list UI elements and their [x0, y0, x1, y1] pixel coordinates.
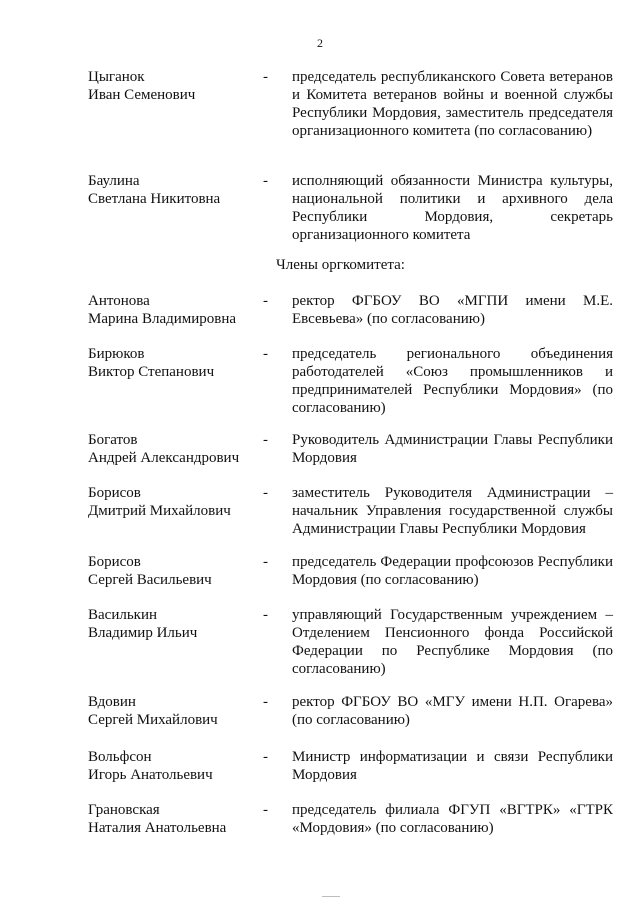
dash-separator: - [263, 694, 268, 710]
members-heading: Члены оргкомитета: [276, 257, 405, 273]
person-surname: Цыганок [88, 69, 145, 85]
position-description: председатель филиала ФГУП «ВГТРК» «ГТРК «Мордовия» (по согласованию) [292, 802, 613, 836]
position-description: исполняющий обязанности Министра культуры, национальной политики и архивного дела Республики Мордовия, секретарь организационного комитета [292, 173, 613, 243]
person-name [88, 431, 263, 467]
page-number: 2 [317, 36, 323, 50]
person-name [88, 801, 263, 837]
person-name [88, 172, 263, 208]
position-description: председатель республиканского Совета ветеранов и Комитета ветеранов войны и военной службы Республики Мордовия, заместитель председателя организационного комитета (по согласованию) [292, 69, 613, 139]
person-name [88, 748, 263, 784]
dash-separator: - [263, 346, 268, 362]
scan-artifact-mark [322, 896, 340, 899]
position-description: ректор ФГБОУ ВО «МГУ имени Н.П. Огарева» (по согласованию) [292, 694, 613, 728]
person-name [88, 553, 263, 589]
person-given-names: Наталия Анатольевна [88, 820, 227, 836]
person-surname: Баулина [88, 173, 140, 189]
person-given-names: Сергей Васильевич [88, 572, 212, 588]
person-surname: Антонова [88, 293, 150, 309]
person-name [88, 484, 263, 520]
position-description: председатель Федерации профсоюзов Республики Мордовия (по согласованию) [292, 554, 613, 588]
dash-separator: - [263, 607, 268, 623]
person-surname: Грановская [88, 802, 160, 818]
person-surname: Вдовин [88, 694, 136, 710]
person-given-names: Дмитрий Михайлович [88, 503, 231, 519]
person-given-names: Владимир Ильич [88, 625, 198, 641]
person-name [88, 693, 263, 729]
person-given-names: Светлана Никитовна [88, 191, 221, 207]
person-surname: Богатов [88, 432, 138, 448]
person-given-names: Игорь Анатольевич [88, 767, 213, 783]
person-name [88, 292, 263, 328]
person-surname: Вольфсон [88, 749, 152, 765]
person-name [88, 606, 263, 642]
position-description: ректор ФГБОУ ВО «МГПИ имени М.Е. Евсевьева» (по согласованию) [292, 293, 613, 327]
person-surname: Бирюков [88, 346, 145, 362]
dash-separator: - [263, 69, 268, 85]
person-given-names: Виктор Степанович [88, 364, 215, 380]
person-given-names: Андрей Александрович [88, 450, 240, 466]
dash-separator: - [263, 749, 268, 765]
person-surname: Борисов [88, 554, 141, 570]
person-surname: Борисов [88, 485, 141, 501]
position-description: Руководитель Администрации Главы Республики Мордовия [292, 432, 613, 466]
position-description: Министр информатизации и связи Республики Мордовия [292, 749, 613, 783]
position-description: заместитель Руководителя Администрации – начальник Управления государственной службы Администрации Главы Республики Мордовия [292, 485, 613, 537]
person-name [88, 68, 263, 104]
position-description: председатель регионального объединения работодателей «Союз промышленников и предпринимателей Республики Мордовия» (по согласованию) [292, 346, 613, 416]
person-given-names: Марина Владимировна [88, 311, 237, 327]
position-description: управляющий Государственным учреждением – Отделением Пенсионного фонда Российской Федерации по Республике Мордовия (по согласованию) [292, 607, 613, 677]
person-given-names: Сергей Михайлович [88, 712, 218, 728]
person-given-names: Иван Семенович [88, 87, 196, 103]
dash-separator: - [263, 485, 268, 501]
dash-separator: - [263, 432, 268, 448]
dash-separator: - [263, 554, 268, 570]
person-surname: Василькин [88, 607, 158, 623]
dash-separator: - [263, 293, 268, 309]
dash-separator: - [263, 173, 268, 189]
dash-separator: - [263, 802, 268, 818]
person-name [88, 345, 263, 381]
